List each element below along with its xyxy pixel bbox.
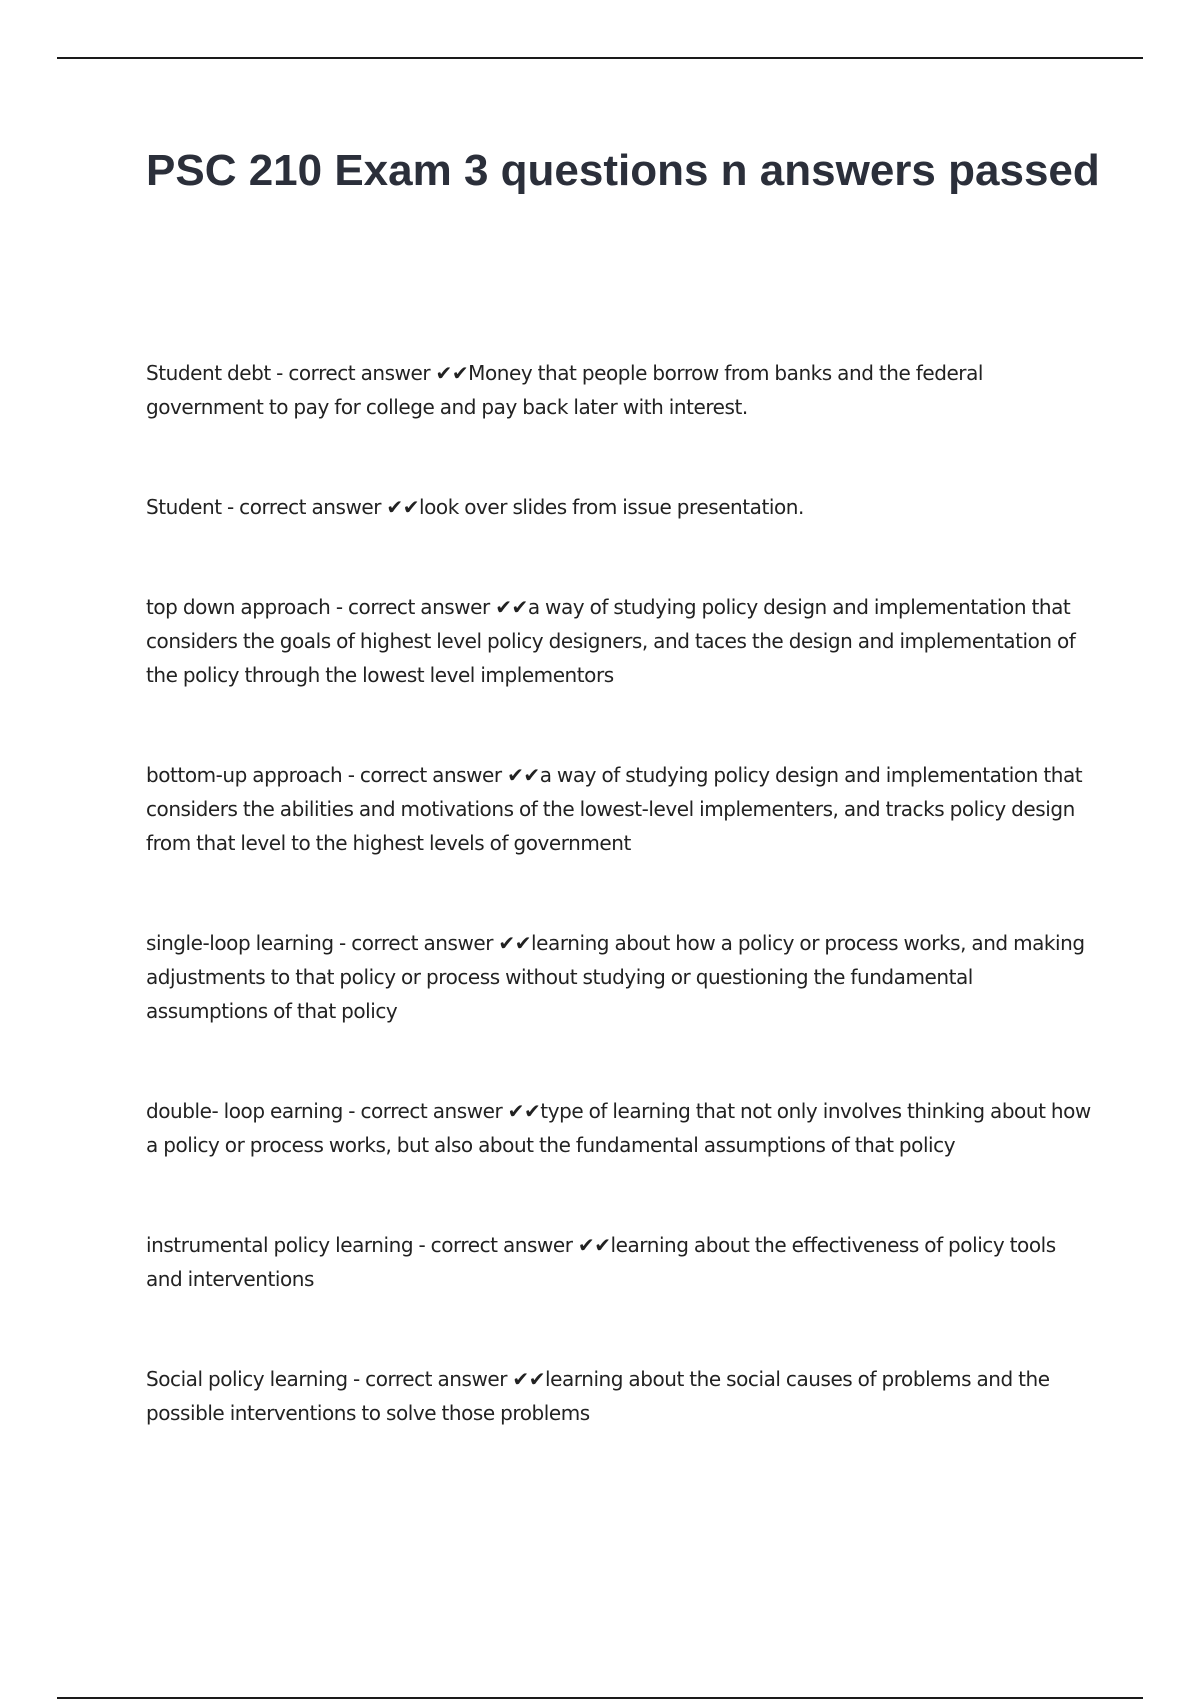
qa-item-double-loop-learning [146,1094,1096,1162]
qa-term: Student [146,495,222,519]
qa-item-instrumental-policy-learning [146,1228,1096,1296]
qa-term: single-loop learning [146,931,334,955]
qa-item-top-down-approach [146,590,1096,692]
top-divider [57,57,1143,59]
qa-item-social-policy-learning [146,1362,1096,1430]
qa-separator: - correct answer ✔✔ [221,495,420,519]
qa-term: bottom-up approach [146,763,343,787]
qa-term: Student debt [146,361,271,385]
qa-separator: - correct answer ✔✔ [330,595,528,619]
qa-answer: Money that people borrow from banks and the federal government to pay for college and pay back later with interest. [146,361,983,419]
qa-separator: - correct answer ✔✔ [342,1099,541,1123]
qa-term: top down approach [146,595,331,619]
qa-term: Social policy learning [146,1367,348,1391]
qa-answer: type of learning that not only involves thinking about how a policy or process works, but also about the fundamental assumptions of that policy [146,1099,1091,1157]
page-title: PSC 210 Exam 3 questions n answers passed [146,146,1100,195]
qa-answer: learning about how a policy or process works, and making adjustments to that policy or process without studying or questioning the fundamental assumptions of that policy [146,931,1085,1023]
qa-term: instrumental policy learning [146,1233,414,1257]
qa-answer: learning about the social causes of problems and the possible interventions to solve those problems [146,1367,1050,1425]
qa-separator: - correct answer ✔✔ [342,763,540,787]
qa-item-student [146,490,1096,524]
qa-answer: learning about the effectiveness of policy tools and interventions [146,1233,1056,1291]
bottom-divider [57,1697,1143,1699]
qa-list [146,356,1096,1430]
qa-item-bottom-up-approach [146,758,1096,860]
qa-item-single-loop-learning [146,926,1096,1028]
qa-separator: - correct answer ✔✔ [413,1233,611,1257]
qa-term: double- loop earning [146,1099,343,1123]
qa-separator: - correct answer ✔✔ [347,1367,546,1391]
qa-separator: - correct answer ✔✔ [333,931,532,955]
qa-item-student-debt [146,356,1096,424]
qa-answer: look over slides from issue presentation. [419,495,804,519]
qa-answer: a way of studying policy design and implementation that considers the abilities and motivations of the lowest-level implementers, and tracks policy design from that level to the highest levels of government [146,763,1083,855]
qa-separator: - correct answer ✔✔ [270,361,469,385]
qa-answer: a way of studying policy design and implementation that considers the goals of highest level policy designers, and taces the design and implementation of the policy through the lowest level implementors [146,595,1076,687]
